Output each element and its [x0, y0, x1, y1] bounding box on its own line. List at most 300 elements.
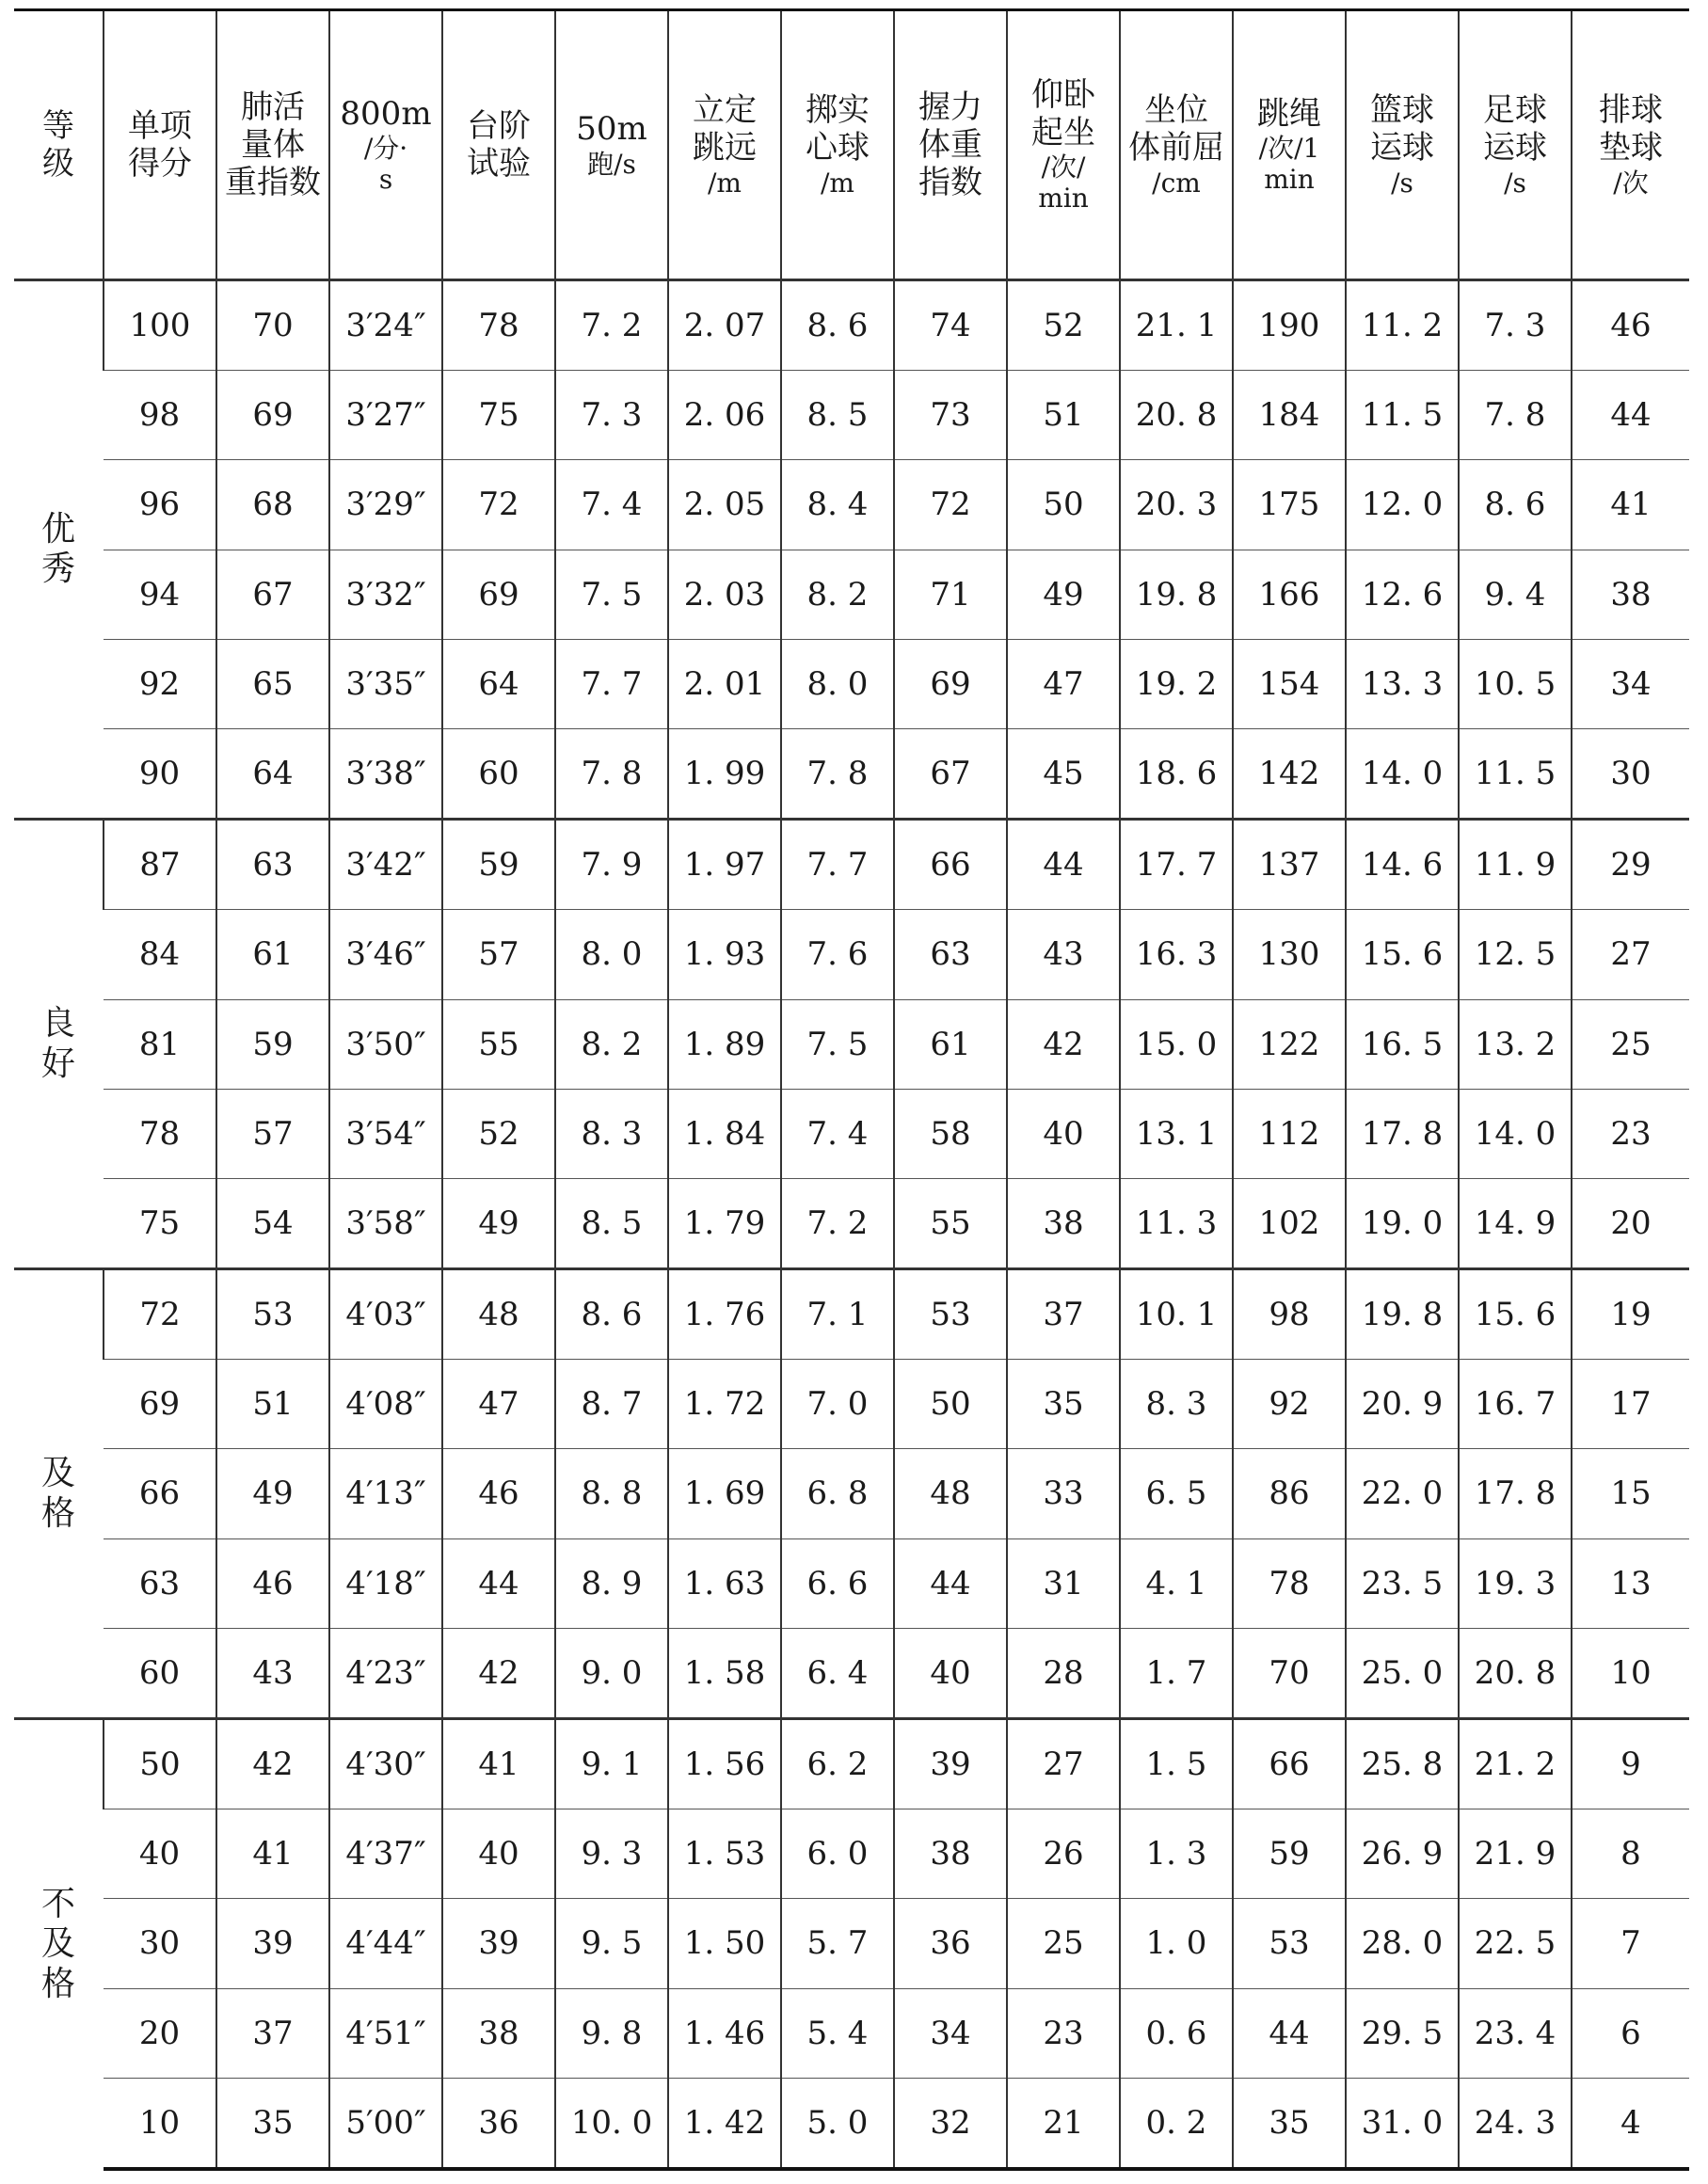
table-cell: 8. 4: [781, 460, 894, 550]
table-cell: 44: [894, 1538, 1007, 1628]
column-header: [1572, 10, 1689, 280]
table-cell: 34: [894, 1988, 1007, 2078]
table-row: [14, 1988, 1689, 2078]
table-cell: 20: [104, 1988, 216, 2078]
table-cell: 9: [1572, 1719, 1689, 1809]
table-cell: 19. 8: [1346, 1269, 1459, 1360]
table-cell: 10. 0: [555, 2078, 668, 2169]
table-cell: 19. 2: [1120, 639, 1233, 728]
table-cell: 1. 76: [668, 1269, 781, 1360]
table-row: [14, 1449, 1689, 1538]
column-header: [1120, 10, 1233, 280]
table-cell: 1. 50: [668, 1899, 781, 1988]
table-cell: 20. 8: [1459, 1628, 1572, 1718]
column-header: [14, 10, 104, 280]
table-cell: 9. 5: [555, 1899, 668, 1988]
table-cell: 15. 0: [1120, 999, 1233, 1089]
column-header-line: 心球: [806, 129, 870, 167]
column-header-line: /次/1: [1258, 133, 1320, 165]
table-cell: 13. 2: [1459, 999, 1572, 1089]
column-header: [329, 10, 442, 280]
table-cell: 43: [1007, 910, 1120, 999]
table-cell: 13. 1: [1120, 1089, 1233, 1178]
table-cell: 69: [894, 639, 1007, 728]
grade-level-cell: [14, 280, 104, 820]
table-cell: 8. 0: [555, 910, 668, 999]
table-cell: 14. 0: [1459, 1089, 1572, 1178]
table-cell: 6: [1572, 1988, 1689, 2078]
table-cell: 24. 3: [1459, 2078, 1572, 2169]
table-cell: 1. 46: [668, 1988, 781, 2078]
table-cell: 50: [104, 1719, 216, 1809]
table-cell: 5. 4: [781, 1988, 894, 2078]
table-row: [14, 820, 1689, 910]
table-cell: 66: [894, 820, 1007, 910]
column-header: [1007, 10, 1120, 280]
column-header-line: 重指数: [225, 164, 321, 202]
table-cell: 7. 0: [781, 1360, 894, 1449]
table-cell: 70: [1233, 1628, 1346, 1718]
table-cell: 3′50″: [329, 999, 442, 1089]
column-header-line: 台阶: [467, 106, 531, 145]
table-cell: 7. 3: [555, 371, 668, 460]
table-cell: 31. 0: [1346, 2078, 1459, 2169]
table-cell: 38: [442, 1988, 555, 2078]
column-header-line: 指数: [918, 164, 982, 202]
table-cell: 23. 4: [1459, 1988, 1572, 2078]
table-cell: 69: [442, 550, 555, 639]
table-row: [14, 1538, 1689, 1628]
table-cell: 37: [216, 1988, 329, 2078]
table-cell: 14. 6: [1346, 820, 1459, 910]
table-cell: 47: [442, 1360, 555, 1449]
grade-level-char: 及: [40, 1924, 75, 1964]
table-cell: 26. 9: [1346, 1809, 1459, 1899]
column-header-line: 体重: [918, 125, 982, 164]
table-cell: 46: [216, 1538, 329, 1628]
table-cell: 8. 6: [1459, 460, 1572, 550]
table-cell: 49: [1007, 550, 1120, 639]
table-cell: 34: [1572, 639, 1689, 728]
grade-level-char: 格: [40, 1964, 75, 2003]
table-cell: 7. 8: [781, 728, 894, 819]
table-cell: 66: [104, 1449, 216, 1538]
column-header-line: /次: [1613, 167, 1649, 199]
table-cell: 40: [1007, 1089, 1120, 1178]
table-cell: 4′37″: [329, 1809, 442, 1899]
column-header: [781, 10, 894, 280]
column-header: [442, 10, 555, 280]
table-cell: 1. 56: [668, 1719, 781, 1809]
table-cell: 38: [1007, 1178, 1120, 1268]
table-cell: 6. 6: [781, 1538, 894, 1628]
table-cell: 8. 8: [555, 1449, 668, 1538]
column-header-line: 握力: [918, 88, 982, 126]
table-cell: 51: [216, 1360, 329, 1449]
table-cell: 11. 9: [1459, 820, 1572, 910]
table-cell: 61: [894, 999, 1007, 1089]
table-cell: 87: [104, 820, 216, 910]
table-cell: 28: [1007, 1628, 1120, 1718]
table-cell: 130: [1233, 910, 1346, 999]
table-cell: 49: [216, 1449, 329, 1538]
table-cell: 13. 3: [1346, 639, 1459, 728]
column-header-line: 足球: [1483, 91, 1547, 130]
table-cell: 41: [216, 1809, 329, 1899]
table-cell: 8. 2: [781, 550, 894, 639]
table-cell: 16. 3: [1120, 910, 1233, 999]
table-cell: 43: [216, 1628, 329, 1718]
table-cell: 10. 1: [1120, 1269, 1233, 1360]
table-cell: 39: [216, 1899, 329, 1988]
table-cell: 78: [104, 1089, 216, 1178]
column-header: [1346, 10, 1459, 280]
table-cell: 44: [1233, 1988, 1346, 2078]
table-cell: 1. 3: [1120, 1809, 1233, 1899]
table-cell: 20: [1572, 1178, 1689, 1268]
table-cell: 4′08″: [329, 1360, 442, 1449]
table-cell: 68: [216, 460, 329, 550]
table-cell: 73: [894, 371, 1007, 460]
column-header-line: /m: [708, 167, 742, 199]
table-cell: 30: [1572, 728, 1689, 819]
table-cell: 7. 8: [1459, 371, 1572, 460]
table-cell: 90: [104, 728, 216, 819]
table-cell: 2. 05: [668, 460, 781, 550]
table-cell: 9. 0: [555, 1628, 668, 1718]
table-cell: 19: [1572, 1269, 1689, 1360]
column-header-line: 篮球: [1370, 91, 1434, 130]
table-cell: 15. 6: [1459, 1269, 1572, 1360]
table-cell: 53: [1233, 1899, 1346, 1988]
table-body: [14, 280, 1689, 2169]
table-cell: 1. 5: [1120, 1719, 1233, 1809]
table-cell: 4′03″: [329, 1269, 442, 1360]
table-cell: 9. 8: [555, 1988, 668, 2078]
table-cell: 3′32″: [329, 550, 442, 639]
table-cell: 17. 8: [1459, 1449, 1572, 1538]
table-cell: 3′24″: [329, 280, 442, 371]
table-cell: 92: [104, 639, 216, 728]
table-cell: 12. 6: [1346, 550, 1459, 639]
table-cell: 39: [442, 1899, 555, 1988]
column-header-line: min: [1038, 183, 1089, 215]
column-header-line: /m: [821, 167, 854, 199]
table-cell: 81: [104, 999, 216, 1089]
table-cell: 72: [104, 1269, 216, 1360]
column-header-line: 得分: [128, 145, 192, 183]
column-header-line: 垫球: [1599, 129, 1663, 167]
table-cell: 30: [104, 1899, 216, 1988]
table-cell: 102: [1233, 1178, 1346, 1268]
column-header-line: 立定: [693, 91, 757, 130]
table-cell: 41: [1572, 460, 1689, 550]
table-cell: 96: [104, 460, 216, 550]
table-cell: 3′58″: [329, 1178, 442, 1268]
table-cell: 0. 2: [1120, 2078, 1233, 2169]
table-cell: 60: [104, 1628, 216, 1718]
table-cell: 8. 6: [781, 280, 894, 371]
table-cell: 175: [1233, 460, 1346, 550]
table-cell: 184: [1233, 371, 1346, 460]
table-cell: 20. 3: [1120, 460, 1233, 550]
table-cell: 44: [442, 1538, 555, 1628]
table-cell: 7. 5: [555, 550, 668, 639]
table-cell: 4. 1: [1120, 1538, 1233, 1628]
table-cell: 50: [894, 1360, 1007, 1449]
column-header-line: /cm: [1152, 167, 1201, 199]
table-row: [14, 1178, 1689, 1268]
table-cell: 44: [1007, 820, 1120, 910]
table-cell: 40: [104, 1809, 216, 1899]
table-row: [14, 550, 1689, 639]
table-cell: 7. 7: [555, 639, 668, 728]
table-cell: 3′42″: [329, 820, 442, 910]
table-cell: 2. 01: [668, 639, 781, 728]
table-cell: 21. 2: [1459, 1719, 1572, 1809]
column-header: [216, 10, 329, 280]
table-row: [14, 1269, 1689, 1360]
table-cell: 63: [104, 1538, 216, 1628]
table-cell: 1. 53: [668, 1809, 781, 1899]
grade-level-cell: [14, 1269, 104, 1719]
table-cell: 5′00″: [329, 2078, 442, 2169]
table-cell: 48: [442, 1269, 555, 1360]
table-cell: 27: [1007, 1719, 1120, 1809]
table-cell: 12. 5: [1459, 910, 1572, 999]
table-cell: 15. 6: [1346, 910, 1459, 999]
table-cell: 7. 2: [781, 1178, 894, 1268]
table-cell: 11. 2: [1346, 280, 1459, 371]
table-cell: 78: [1233, 1538, 1346, 1628]
table-cell: 7. 9: [555, 820, 668, 910]
table-cell: 7. 8: [555, 728, 668, 819]
table-cell: 86: [1233, 1449, 1346, 1538]
column-header-line: /s: [1391, 167, 1413, 199]
table-cell: 70: [216, 280, 329, 371]
table-cell: 58: [894, 1089, 1007, 1178]
table-cell: 6. 0: [781, 1809, 894, 1899]
column-header: [1233, 10, 1346, 280]
table-cell: 8. 2: [555, 999, 668, 1089]
column-header-line: 起坐: [1031, 113, 1095, 151]
score-standard-table: [14, 8, 1689, 2171]
table-cell: 4′44″: [329, 1899, 442, 1988]
column-header-line: 排球: [1599, 91, 1663, 130]
table-row: [14, 1089, 1689, 1178]
table-cell: 1. 84: [668, 1089, 781, 1178]
table-cell: 6. 4: [781, 1628, 894, 1718]
table-cell: 2. 03: [668, 550, 781, 639]
table-cell: 57: [442, 910, 555, 999]
table-cell: 8. 3: [1120, 1360, 1233, 1449]
table-cell: 5. 7: [781, 1899, 894, 1988]
table-cell: 69: [104, 1360, 216, 1449]
table-cell: 71: [894, 550, 1007, 639]
table-cell: 100: [104, 280, 216, 371]
table-cell: 17. 8: [1346, 1089, 1459, 1178]
table-cell: 7: [1572, 1899, 1689, 1988]
table-cell: 16. 7: [1459, 1360, 1572, 1449]
column-header-line: /次/: [1041, 151, 1086, 183]
grade-level-char: 格: [40, 1493, 75, 1533]
column-header: [1459, 10, 1572, 280]
table-cell: 8. 3: [555, 1089, 668, 1178]
table-cell: 17: [1572, 1360, 1689, 1449]
table-cell: 1. 69: [668, 1449, 781, 1538]
table-row: [14, 639, 1689, 728]
table-cell: 1. 72: [668, 1360, 781, 1449]
table-cell: 7. 2: [555, 280, 668, 371]
table-cell: 8. 5: [781, 371, 894, 460]
table-cell: 63: [894, 910, 1007, 999]
column-header-line: s: [378, 164, 393, 196]
table-cell: 10: [1572, 1628, 1689, 1718]
table-row: [14, 1628, 1689, 1718]
table-cell: 7. 3: [1459, 280, 1572, 371]
table-cell: 8. 6: [555, 1269, 668, 1360]
column-header-line: 跑/s: [587, 148, 636, 180]
grade-level-char: 及: [40, 1454, 75, 1493]
table-cell: 11. 5: [1459, 728, 1572, 819]
table-cell: 4′23″: [329, 1628, 442, 1718]
table-cell: 74: [894, 280, 1007, 371]
column-header-line: 级: [42, 145, 74, 183]
table-cell: 1. 93: [668, 910, 781, 999]
table-cell: 53: [894, 1269, 1007, 1360]
table-cell: 5. 0: [781, 2078, 894, 2169]
column-header-line: 仰卧: [1031, 75, 1095, 114]
table-cell: 1. 97: [668, 820, 781, 910]
table-cell: 9. 3: [555, 1809, 668, 1899]
table-cell: 55: [442, 999, 555, 1089]
column-header-line: 跳远: [693, 129, 757, 167]
table-cell: 37: [1007, 1269, 1120, 1360]
grade-level-char: 好: [40, 1044, 75, 1083]
column-header-line: /分·: [363, 133, 408, 165]
grade-level-char: 秀: [40, 550, 75, 589]
table-cell: 7. 4: [781, 1089, 894, 1178]
table-cell: 8. 0: [781, 639, 894, 728]
table-cell: 1. 63: [668, 1538, 781, 1628]
column-header-line: /s: [1504, 167, 1526, 199]
grade-level-cell: [14, 820, 104, 1269]
table-cell: 59: [1233, 1809, 1346, 1899]
table-cell: 48: [894, 1449, 1007, 1538]
table-cell: 42: [216, 1719, 329, 1809]
table-cell: 40: [442, 1809, 555, 1899]
table-cell: 3′38″: [329, 728, 442, 819]
column-header-line: 50m: [576, 110, 647, 149]
table-cell: 9. 1: [555, 1719, 668, 1809]
table-row: [14, 1809, 1689, 1899]
table-cell: 39: [894, 1719, 1007, 1809]
table-cell: 54: [216, 1178, 329, 1268]
table-cell: 98: [104, 371, 216, 460]
table-cell: 27: [1572, 910, 1689, 999]
table-cell: 72: [442, 460, 555, 550]
table-cell: 142: [1233, 728, 1346, 819]
column-header-line: 肺活: [241, 88, 305, 126]
table-cell: 84: [104, 910, 216, 999]
table-cell: 3′46″: [329, 910, 442, 999]
table-cell: 13: [1572, 1538, 1689, 1628]
column-header-line: 掷实: [806, 91, 870, 130]
table-cell: 94: [104, 550, 216, 639]
table-cell: 3′27″: [329, 371, 442, 460]
table-cell: 42: [442, 1628, 555, 1718]
table-cell: 67: [894, 728, 1007, 819]
table-cell: 190: [1233, 280, 1346, 371]
table-cell: 23. 5: [1346, 1538, 1459, 1628]
table-cell: 137: [1233, 820, 1346, 910]
table-cell: 64: [442, 639, 555, 728]
table-cell: 61: [216, 910, 329, 999]
table-row: [14, 910, 1689, 999]
table-cell: 23: [1572, 1089, 1689, 1178]
column-header: [894, 10, 1007, 280]
table-cell: 46: [1572, 280, 1689, 371]
table-cell: 52: [1007, 280, 1120, 371]
table-cell: 40: [894, 1628, 1007, 1718]
table-cell: 75: [104, 1178, 216, 1268]
table-cell: 25: [1007, 1899, 1120, 1988]
table-cell: 7. 6: [781, 910, 894, 999]
table-cell: 19. 3: [1459, 1538, 1572, 1628]
table-cell: 1. 89: [668, 999, 781, 1089]
table-cell: 7. 1: [781, 1269, 894, 1360]
table-cell: 8: [1572, 1809, 1689, 1899]
table-cell: 65: [216, 639, 329, 728]
table-cell: 60: [442, 728, 555, 819]
column-header-line: 运球: [1370, 129, 1434, 167]
table-cell: 15: [1572, 1449, 1689, 1538]
table-cell: 57: [216, 1089, 329, 1178]
grade-level-char: 不: [40, 1884, 75, 1923]
table-cell: 25. 8: [1346, 1719, 1459, 1809]
table-cell: 22. 0: [1346, 1449, 1459, 1538]
grade-level-cell: [14, 1719, 104, 2169]
table-cell: 2. 06: [668, 371, 781, 460]
table-cell: 55: [894, 1178, 1007, 1268]
column-header-line: 等: [42, 106, 74, 145]
table-cell: 25: [1572, 999, 1689, 1089]
table-cell: 18. 6: [1120, 728, 1233, 819]
table-cell: 112: [1233, 1089, 1346, 1178]
table-cell: 31: [1007, 1538, 1120, 1628]
table-cell: 35: [1233, 2078, 1346, 2169]
table-row: [14, 1360, 1689, 1449]
table-cell: 33: [1007, 1449, 1120, 1538]
table-cell: 1. 0: [1120, 1899, 1233, 1988]
table-cell: 21. 9: [1459, 1809, 1572, 1899]
grade-level-char: 良: [40, 1004, 75, 1044]
table-cell: 50: [1007, 460, 1120, 550]
table-cell: 59: [216, 999, 329, 1089]
table-cell: 35: [1007, 1360, 1120, 1449]
table-cell: 41: [442, 1719, 555, 1809]
table-cell: 78: [442, 280, 555, 371]
table-cell: 11. 5: [1346, 371, 1459, 460]
table-cell: 9. 4: [1459, 550, 1572, 639]
table-cell: 38: [1572, 550, 1689, 639]
table-cell: 1. 42: [668, 2078, 781, 2169]
table-cell: 38: [894, 1809, 1007, 1899]
table-cell: 1. 99: [668, 728, 781, 819]
table-cell: 0. 6: [1120, 1988, 1233, 2078]
table-cell: 14. 9: [1459, 1178, 1572, 1268]
table-cell: 17. 7: [1120, 820, 1233, 910]
